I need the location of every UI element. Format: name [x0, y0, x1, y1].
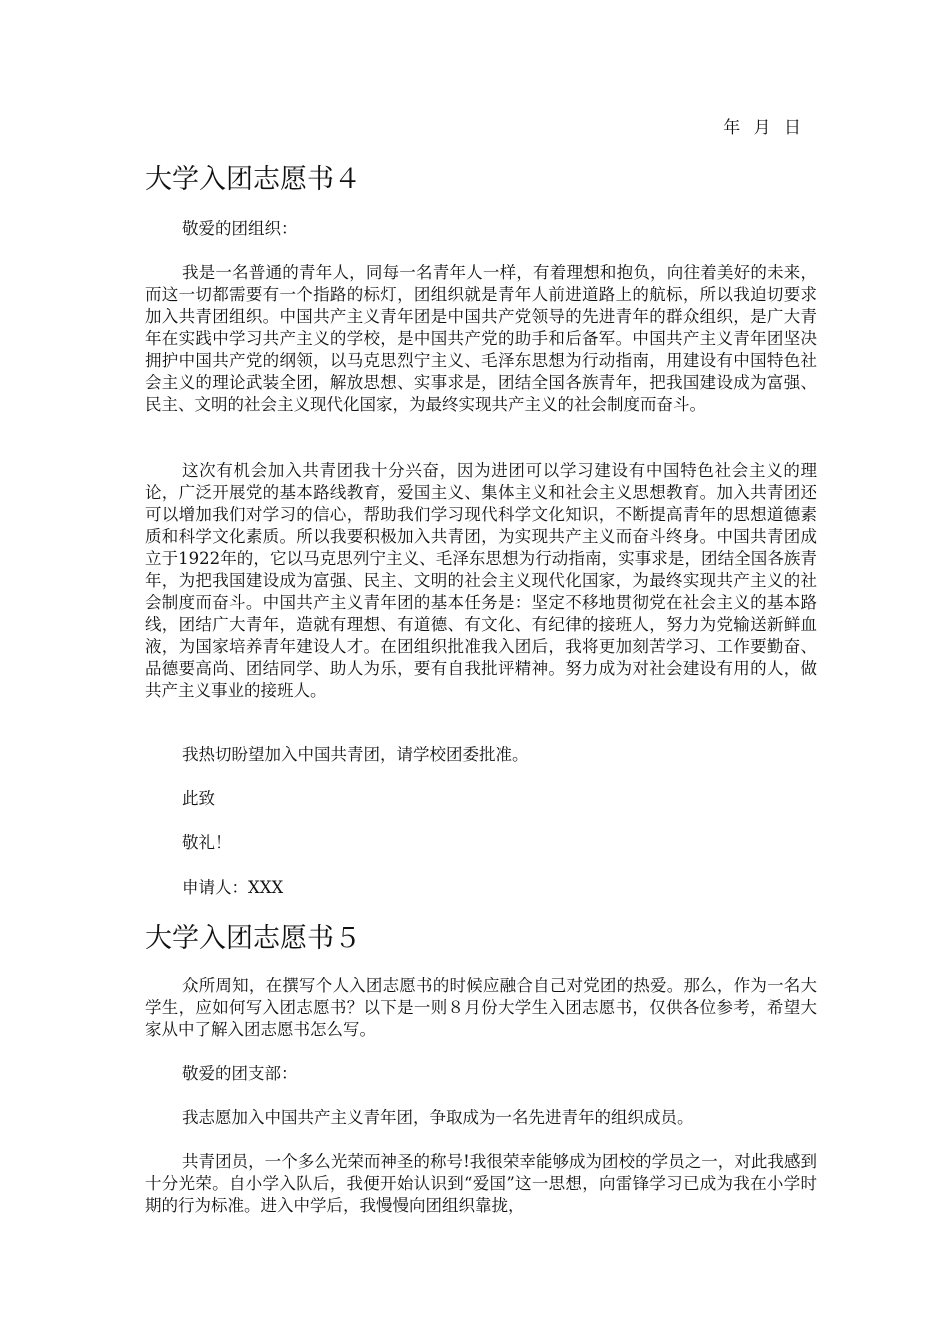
section-5-paragraph-2: 共青团员，一个多么光荣而神圣的称号!我很荣幸能够成为团校的学员之一，对此我感到十分光荣。自小学入队后，我便开始认识到“爱国”这一思想，向雷锋学习已成为我在小学时期的行为标准。进入中学后，我慢慢向团组织靠拢，	[145, 1152, 817, 1215]
section-4-closing-2: 敬礼！	[182, 833, 232, 852]
section-4-paragraph-3: 我热切盼望加入中国共青团，请学校团委批准。	[182, 745, 529, 764]
section-4-paragraph-1: 我是一名普通的青年人，同每一名青年人一样，有着理想和抱负，向往着美好的未来，而这一切都需要有一个指路的标灯，团组织就是青年人前进道路上的航标，所以我迫切要求加入共青团组织。中国共产主义青年团是中国共产党领导的先进青年的群众组织，是广大青年在实践中学习共产主义的学校，是中国共产党的助手和后备军。中国共产主义青年团坚决拥护中国共产党的纲领，以马克思烈宁主义、毛泽东思想为行动指南，用建设有中国特色社会主义的理论武装全团，解放思想、实事求是，团结全国各族青年，把我国建设成为富强、民主、文明的社会主义现代化国家，为最终实现共产主义的社会制度而奋斗。	[145, 263, 817, 414]
date-line: 年 月 日	[723, 118, 805, 138]
section-4-salutation: 敬爱的团组织：	[182, 219, 298, 238]
section-4-applicant: 申请人：XXX	[182, 878, 284, 897]
section-4-closing-1: 此致	[182, 789, 215, 808]
section-5-paragraph-1: 我志愿加入中国共产主义青年团，争取成为一名先进青年的组织成员。	[182, 1108, 694, 1127]
section-5-salutation: 敬爱的团支部：	[182, 1064, 298, 1083]
section-4-title: 大学入团志愿书４	[145, 164, 361, 195]
section-5-intro: 众所周知，在撰写个人入团志愿书的时候应融合自己对党团的热爱。那么，作为一名大学生，应如何写入团志愿书？以下是一则８月份大学生入团志愿书，仅供各位参考，希望大家从中了解入团志愿书怎么写。	[145, 976, 817, 1039]
section-5-title: 大学入团志愿书５	[145, 923, 361, 954]
section-4-paragraph-2: 这次有机会加入共青团我十分兴奋，因为进团可以学习建设有中国特色社会主义的理论，广泛开展党的基本路线教育，爱国主义、集体主义和社会主义思想教育。加入共青团还可以增加我们对学习的信心，帮助我们学习现代科学文化知识，不断提高青年的思想道德素质和科学文化素质。所以我要积极加入共青团，为实现共产主义而奋斗终身。中国共青团成立于1922年的，它以马克思列宁主义、毛泽东思想为行动指南，实事求是，团结全国各族青年，为把我国建设成为富强、民主、文明的社会主义现代化国家，为最终实现共产主义的社会制度而奋斗。中国共产主义青年团的基本任务是：坚定不移地贯彻党在社会主义的基本路线，团结广大青年，造就有理想、有道德、有文化、有纪律的接班人，努力为党输送新鲜血液，为国家培养青年建设人才。在团组织批准我入团后，我将更加刻苦学习、工作要勤奋、品德要高尚、团结同学、助人为乐，要有自我批评精神。努力成为对社会建设有用的人，做共产主义事业的接班人。	[145, 461, 817, 700]
